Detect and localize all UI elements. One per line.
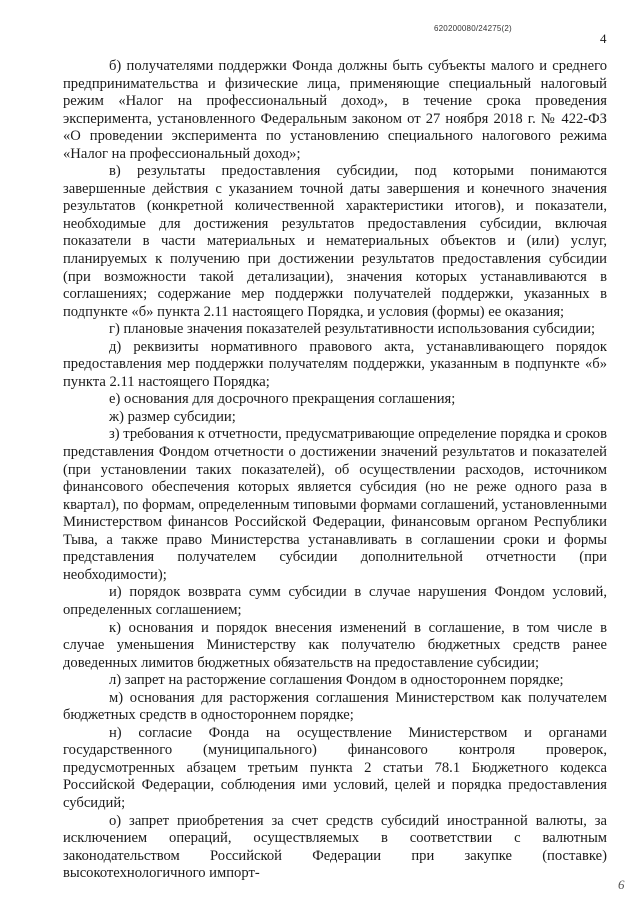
paragraph-m: м) основания для расторжения соглашения Министерством как получателем бюджетных средств в одностороннем порядке;: [63, 689, 607, 724]
paragraph-d: д) реквизиты нормативного правового акта, устанавливающего порядок предоставления мер поддержки получателям поддержки, указанным в подпункте «б» пункта 2.11 настоящего Порядка;: [63, 338, 607, 390]
document-body: [63, 58, 607, 883]
document-code: 620200080/24275(2): [434, 24, 512, 33]
paragraph-i: и) порядок возврата сумм субсидии в случае нарушения Фондом условий, определенных соглашением;: [63, 584, 607, 618]
paragraph-g: г) плановые значения показателей результативности использования субсидии;: [109, 321, 596, 338]
corner-mark: 6: [618, 877, 625, 892]
paragraph-n: н) согласие Фонда на осуществление Министерством и органами государственного (муниципального) финансового контроля проверок, предусмотренных абзацем третьим пункта 2 статьи 78.1 Бюджетного кодекса Российской Федерации, соблюдения ими условий, целей и порядка предоставления субсидий;: [63, 724, 607, 811]
page-number: 4: [600, 31, 607, 46]
paragraph-o: о) запрет приобретения за счет средств субсидий иностранной валюты, за исключением операций, осуществляемых в соответствии с валютным законодательством Российской Федерации при закупке (поставке) высокотехнологичного импорт-: [63, 812, 607, 882]
paragraph-l: л) запрет на расторжение соглашения Фондом в одностороннем порядке;: [109, 672, 564, 689]
paragraph-v: в) результаты предоставления субсидии, под которыми понимаются завершенные действия с указанием точной даты завершения и конечного значения результатов (конкретной количественной характеристики итогов), и показатели, необходимые для достижения результатов предоставления субсидии, включая показатели в части материальных и нематериальных объектов и (или) услуг, планируемых к получению при достижении результатов предоставления субсидии (при возможности такой детализации), значения которых устанавливаются в соглашениях; содержание мер поддержки получателей поддержки, указанных в подпункте «б» пункта 2.11 настоящего Порядка, и условия (формы) ее оказания;: [63, 163, 607, 320]
paragraph-zh: ж) размер субсидии;: [109, 408, 236, 425]
paragraph-b: б) получателями поддержки Фонда должны быть субъекты малого и среднего предпринимательства и физические лица, применяющие специальный налоговый режим «Налог на профессиональный доход», в течение срока проведения эксперимента, установленного Федеральным законом от 27 ноября 2018 г. № 422-ФЗ «О проведении эксперимента по установлению специального налогового режима «Налог на профессиональный доход»;: [63, 58, 607, 162]
paragraph-z: з) требования к отчетности, предусматривающие определение порядка и сроков представления Фондом отчетности о достижении значений результатов и показателей (при установлении таких показателей), об осуществлении расходов, источником финансового обеспечения которых является субсидия (но не реже одного раза в квартал), по формам, определенным типовыми формами соглашений, установленными Министерством финансов Российской Федерации, финансовым органом Республики Тыва, а также право Министерства устанавливать в соглашении сроки и формы представления получателем субсидии дополнительной отчетности (при необходимости);: [63, 426, 607, 583]
paragraph-k: к) основания и порядок внесения изменений в соглашение, в том числе в случае уменьшения Министерству как получателю бюджетных средств ранее доведенных лимитов бюджетных обязательств на предоставление субсидии;: [63, 619, 607, 671]
paragraph-e: е) основания для досрочного прекращения соглашения;: [109, 391, 456, 408]
